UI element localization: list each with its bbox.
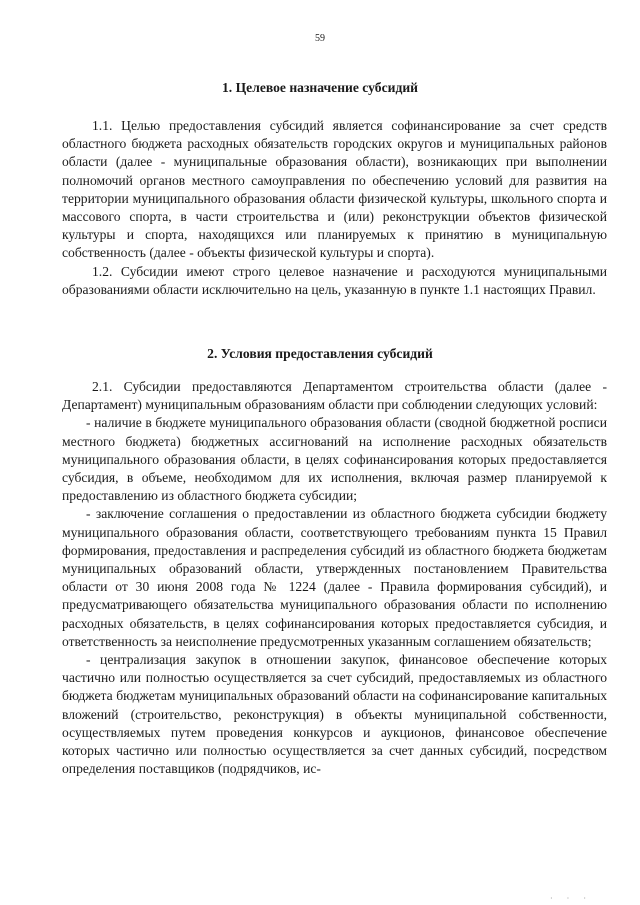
list-item-agreement: - заключение соглашения о предоставлении из областного бюджета субсидии бюджету муниципального образования области, соответствующего требованиям пункта 15 Правил формирования, предоставления и распределения субсидий из областного бюджета бюджетам муниципальных образований области, утвержденных постановлением Правительства области от 30 июня 2008 года № 1224 (далее - Правила формирования субсидий), и предусматривающего обязательства муниципального образования области по исполнению расходных обязательств, в целях софинансирования которых предоставляется субсидия, и ответственность за неисполнение предусмотренных указанным соглашением обязательств;: [62, 506, 607, 649]
section-1-body: [62, 117, 607, 299]
list-item-procurement: - централизация закупок в отношении закупок, финансовое обеспечение которых частично или полностью осуществляется за счет субсидий, предоставляемых из областного бюджета бюджетам муниципальных образований области на софинансирование капитальных вложений (строительство, реконструкция) в объекты муниципальной собственности, осуществляемых путем проведения конкурсов и аукционов, финансовое обеспечение которых частично или полностью осуществляется за счет данных субсидий, посредством определения поставщиков (подрядчиков, ис-: [62, 652, 607, 777]
section-1-heading: 1. Целевое назначение субсидий: [222, 80, 418, 95]
scan-marks: · · ·: [550, 894, 592, 903]
section-2-body: [62, 378, 607, 778]
paragraph-1-2: 1.2. Субсидии имеют строго целевое назначение и расходуются муниципальными образованиями области исключительно на цель, указанную в пункте 1.1 настоящих Правил.: [62, 263, 607, 297]
list-item-budget: - наличие в бюджете муниципального образования области (сводной бюджетной росписи местного бюджета) бюджетных ассигнований на исполнение расходных обязательств муниципального образования области, в целях софинансирования которых предоставляется субсидия, в объеме, необходимом для их исполнения, включая размер планируемой к предоставлению из областного бюджета субсидии;: [62, 415, 607, 504]
paragraph-2-1: 2.1. Субсидии предоставляются Департаментом строительства области (далее - Департамент) муниципальным образованиям области при соблюдении следующих условий:: [62, 379, 607, 413]
paragraph-1-1: 1.1. Целью предоставления субсидий является софинансирование за счет средств областного бюджета расходных обязательств городских округов и муниципальных районов области (далее - муниципальные образования области), возникающих при выполнении полномочий органов местного самоуправления по обеспечению условий для развития на территории муниципального образования области физической культуры, школьного спорта и массового спорта, в части строительства и (или) реконструкции объектов физической культуры и спорта, находящихся или планируемых к принятию в муниципальную собственность (далее - объекты физической культуры и спорта).: [62, 118, 607, 261]
section-2-heading: 2. Условия предоставления субсидий: [207, 346, 433, 361]
page-number: 59: [315, 33, 325, 44]
